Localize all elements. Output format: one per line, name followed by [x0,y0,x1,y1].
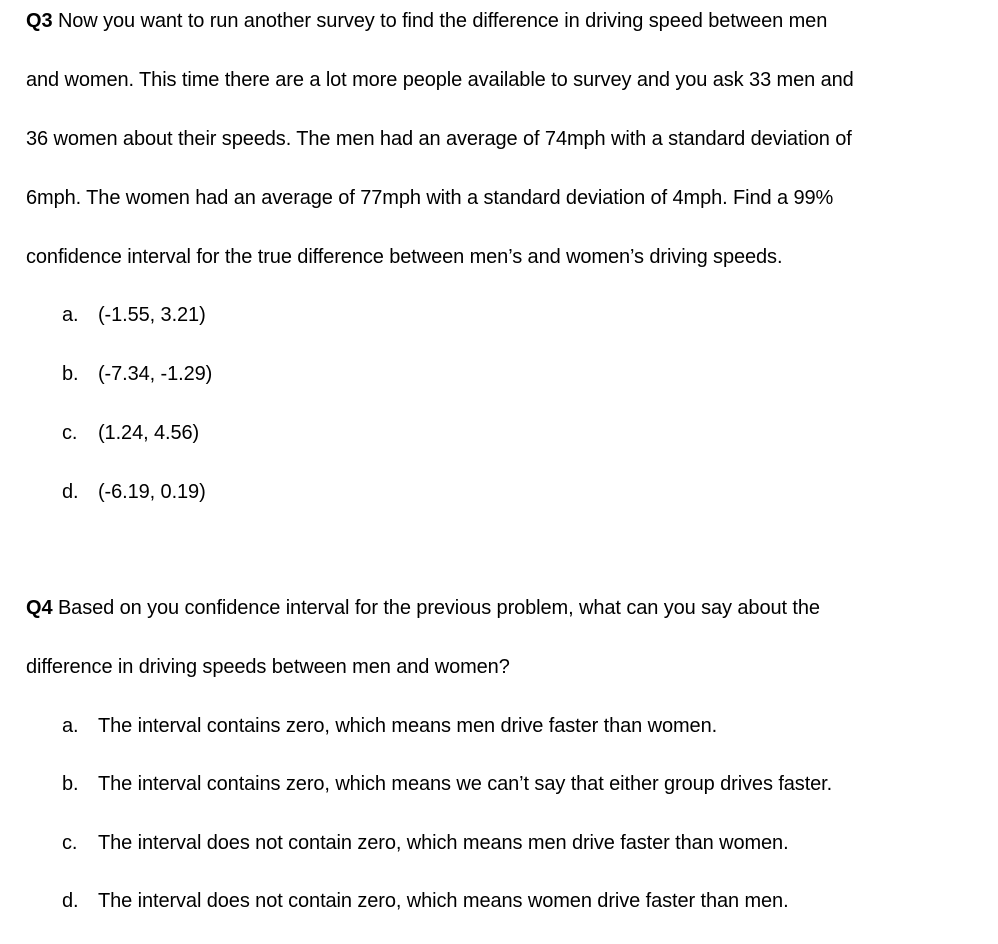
q3-option-d-letter: d. [62,481,79,503]
q3-option-c-text: (1.24, 4.56) [98,422,200,444]
q4-line-2: difference in driving speeds between men and women? [26,656,510,678]
q3-option-c[interactable] [62,421,199,445]
q3-option-a-letter: a. [62,304,79,326]
q4-text-1: Based on you confidence interval for the previous problem, what can you say about the [52,597,820,619]
q3-option-b-text: (-7.34, -1.29) [98,363,213,385]
q4-number: Q4 [26,597,53,619]
q3-option-d[interactable] [62,480,206,504]
q4-option-d-letter: d. [62,890,79,912]
q4-option-d[interactable] [62,889,789,913]
q3-line-3: 36 women about their speeds. The men had an average of 74mph with a standard deviation of [26,128,852,150]
q3-line-5: confidence interval for the true difference between men’s and women’s driving speeds. [26,246,783,268]
q3-line-2: and women. This time there are a lot more people available to survey and you ask 33 men and [26,69,854,91]
q4-option-b-letter: b. [62,773,79,795]
q4-line-1 [26,596,820,620]
q4-option-b[interactable] [62,772,832,796]
q3-number: Q3 [26,10,53,32]
q4-option-a-letter: a. [62,715,79,737]
q4-option-a-text: The interval contains zero, which means men drive faster than women. [98,715,718,737]
q3-line-1 [26,9,827,33]
q4-option-a[interactable] [62,714,717,738]
q3-option-b-letter: b. [62,363,79,385]
q4-option-d-text: The interval does not contain zero, which means women drive faster than men. [98,890,789,912]
q3-text-1: Now you want to run another survey to find the difference in driving speed between men [52,10,828,32]
q4-option-c-letter: c. [62,832,78,854]
q3-option-c-letter: c. [62,422,78,444]
q3-option-b[interactable] [62,362,212,386]
q4-option-c-text: The interval does not contain zero, which means men drive faster than women. [98,832,789,854]
q4-option-c[interactable] [62,831,789,855]
q3-line-4: 6mph. The women had an average of 77mph with a standard deviation of 4mph. Find a 99% [26,187,834,209]
q3-option-d-text: (-6.19, 0.19) [98,481,206,503]
q3-option-a-text: (-1.55, 3.21) [98,304,206,326]
q3-option-a[interactable] [62,303,206,327]
q4-option-b-text: The interval contains zero, which means we can’t say that either group drives faster. [98,773,833,795]
